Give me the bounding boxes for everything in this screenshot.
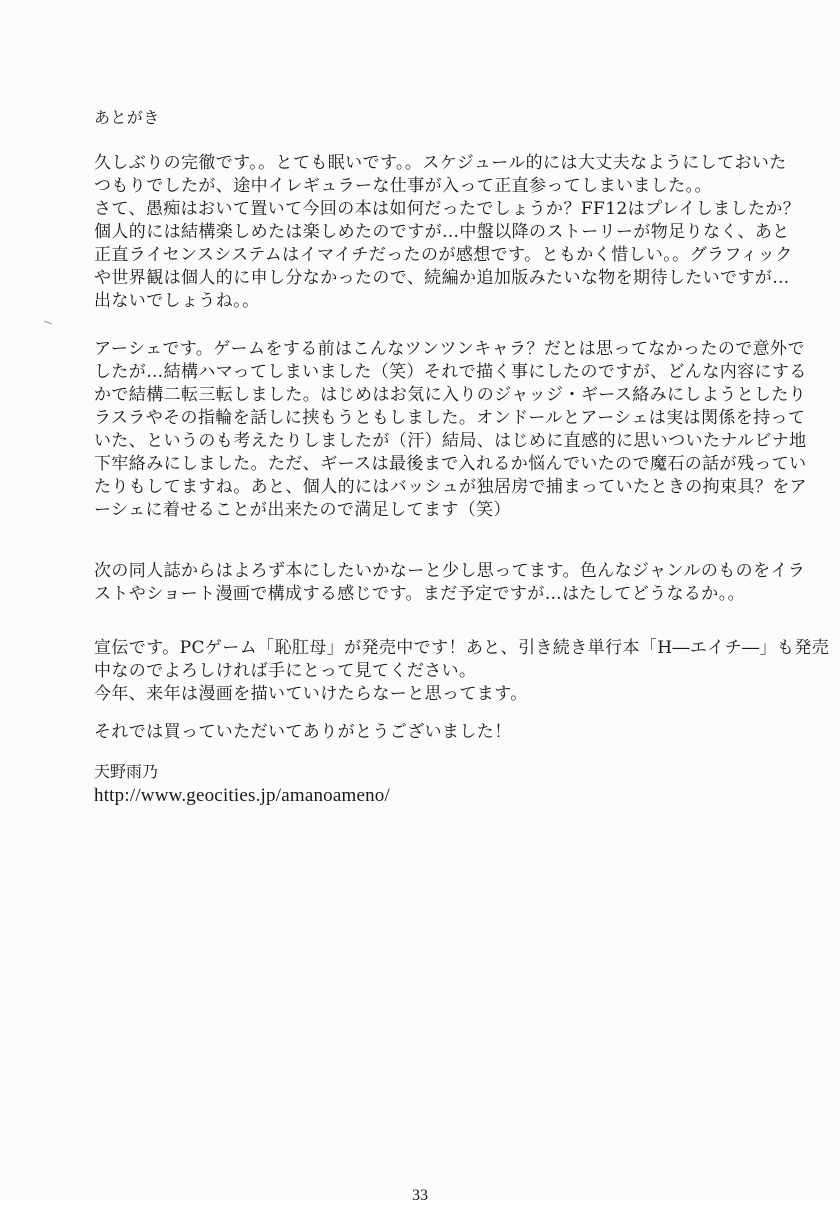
afterword-heading: あとがき (94, 108, 160, 127)
text-line: 久しぶりの完徹です。。とても眠いです。。スケジュール的には大丈夫なようにしておいた (94, 153, 787, 173)
author-url: http://www.geocities.jp/amanoameno/ (94, 785, 390, 806)
paragraph-2 (94, 338, 808, 522)
paragraph-3 (94, 560, 806, 606)
text-line: 宣伝です。PCゲーム「恥肛母」が発売中です！あと、引き続き単行本「H―エイチ―」も発売 (94, 638, 830, 658)
text-line: 正直ライセンスシステムはイマイチだったのが感想です。ともかく惜しい。。グラフィック (94, 245, 793, 265)
text-line: さて、愚痴はおいて置いて今回の本は如何だったでしょうか？FF12はプレイしましたか？ (94, 199, 801, 219)
afterword-body (94, 106, 830, 808)
text-line: かで結構二転三転しました。はじめはお気に入りのジャッジ・ギース絡みにしようとしたり (94, 385, 807, 405)
text-line: 中なのでよろしければ手にとって見てください。 (94, 661, 477, 681)
paragraph-1 (94, 152, 801, 313)
text-line: ストやショート漫画で構成する感じです。まだ予定ですが…はたしてどうなるか。。 (94, 584, 745, 604)
author-name: 天野雨乃 (94, 762, 159, 781)
text-line: 個人的には結構楽しめたは楽しめたのですが…中盤以降のストーリーが物足りなく、あと (94, 222, 790, 242)
page-number: 33 (412, 1187, 428, 1204)
text-line: や世界観は個人的に申し分なかったので、続編か追加版みたいな物を期待したいですが… (94, 268, 790, 288)
text-line: ーシェに着せることが出来たので満足してます（笑） (94, 500, 511, 520)
text-line: それでは買っていただいてありがとうございました！ (94, 722, 512, 742)
text-line: 今年、来年は漫画を描いていけたらなーと思ってます。 (94, 684, 528, 704)
text-line: いた、というのも考えたりしましたが（汗）結局、はじめに直感的に思いついたナルビナ地 (94, 431, 807, 451)
text-line: 下牢絡みにしました。ただ、ギースは最後まで入れるか悩んでいたので魔石の話が残ってい (94, 454, 807, 474)
scan-speck (44, 321, 52, 325)
text-line: アーシェです。ゲームをする前はこんなツンツンキャラ？だとは思ってなかったので意外で (94, 339, 805, 359)
text-line: したが…結構ハマってしまいました（笑）それで描く事にしたのですが、どんな内容にする (94, 362, 807, 382)
text-line: ラスラやその指輪を話しに挟もうともしました。オンドールとアーシェは実は関係を持って (94, 408, 806, 428)
paragraph-5 (94, 721, 794, 744)
text-line: つもりでしたが、途中イレギュラーな仕事が入って正直参ってしまいました。。 (94, 176, 712, 196)
paragraph-4 (94, 637, 830, 706)
text-line: 出ないでしょうね。。 (94, 291, 260, 311)
text-line: 次の同人誌からはよろず本にしたいかなーと少し思ってます。色んなジャンルのものをイラ (94, 561, 806, 581)
text-line: たりもしてますね。あと、個人的にはバッシュが独居房で捕まっていたときの拘束具？をア (94, 477, 808, 497)
